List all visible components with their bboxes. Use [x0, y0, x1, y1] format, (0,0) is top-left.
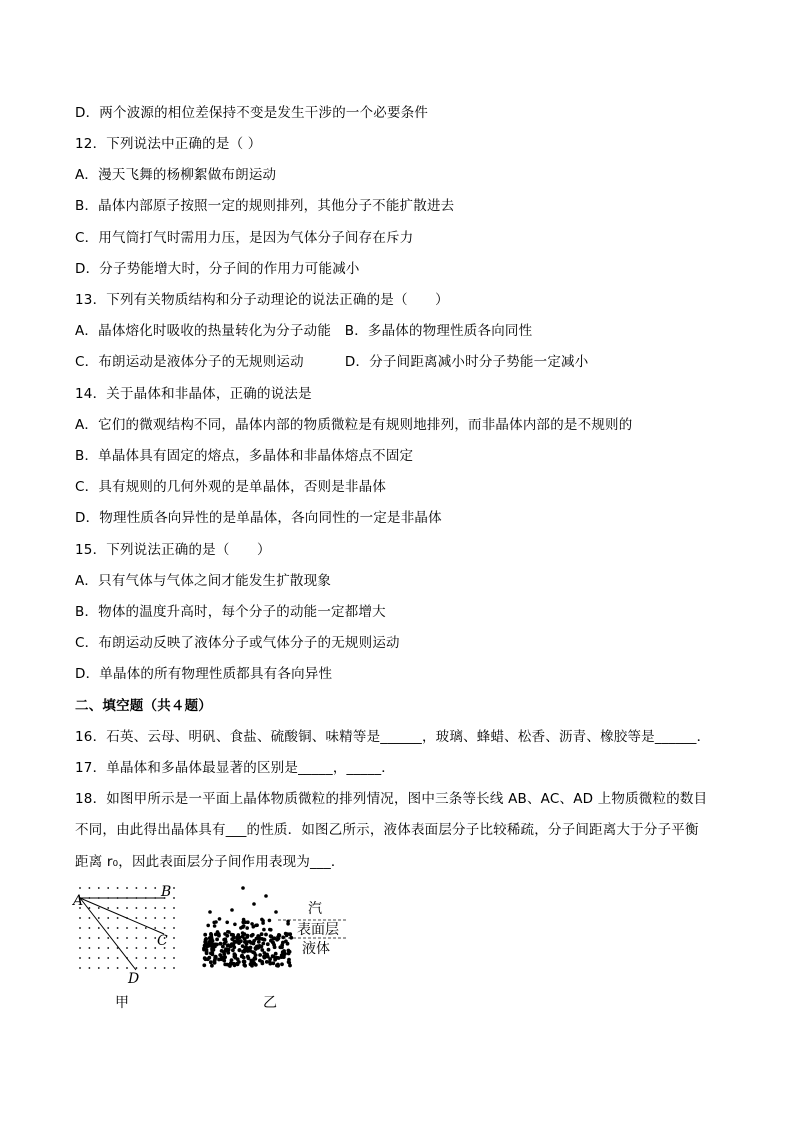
q14-stem: 14．关于晶体和非晶体，正确的说法是	[75, 386, 312, 402]
molecule-dot	[273, 936, 277, 940]
molecule-dot	[245, 926, 249, 930]
molecule-dot	[240, 955, 244, 959]
q12-option-c: C．用气筒打气时需用力压，是因为气体分子间存在斥力	[75, 230, 414, 246]
molecule-dot	[282, 955, 286, 959]
lattice-dot	[79, 957, 81, 959]
molecule-dot	[258, 945, 262, 949]
lattice-dot	[145, 937, 147, 939]
molecule-dot	[237, 960, 241, 964]
lattice-dot	[79, 947, 81, 949]
lattice-dot	[89, 887, 91, 889]
molecule-dot	[232, 936, 236, 940]
molecule-dot	[214, 933, 218, 937]
lattice-dot	[98, 967, 100, 969]
molecule-dot	[233, 923, 237, 927]
lattice-dot	[154, 957, 156, 959]
molecule-dot	[261, 942, 265, 946]
line-ac	[80, 898, 164, 934]
q12-option-d: D．分子势能增大时，分子间的作用力可能减小	[75, 261, 360, 277]
molecule-dot	[281, 936, 285, 940]
molecule-dot	[288, 964, 292, 968]
point-label-b: B	[161, 884, 172, 900]
lattice-dot	[136, 887, 138, 889]
lattice-dot	[117, 917, 119, 919]
lattice-dot	[98, 947, 100, 949]
lattice-dot	[89, 917, 91, 919]
molecule-dot	[255, 923, 259, 927]
q15-option-b: B．物体的温度升高时，每个分子的动能一定都增大	[75, 604, 386, 620]
q14-option-a: A．它们的微观结构不同，晶体内部的物质微粒是有规则地排列，而非晶体内部的是不规则的	[75, 417, 633, 433]
lattice-dot	[107, 887, 109, 889]
label-surface-layer: 表面层	[297, 922, 339, 938]
lattice-dot	[107, 947, 109, 949]
molecule-dot	[268, 928, 272, 932]
molecule-dot	[223, 955, 227, 959]
molecule-dot	[230, 942, 234, 946]
q14-option-c: C．具有规则的几何外观的是单晶体，否则是非晶体	[75, 479, 387, 495]
lattice-dot	[107, 907, 109, 909]
molecule-dot	[219, 942, 223, 946]
molecule-dot	[286, 922, 290, 926]
molecule-dot	[224, 948, 228, 952]
figure-jia-caption: 甲	[115, 995, 129, 1011]
figure-yi-caption: 乙	[263, 995, 277, 1011]
molecule-dot	[230, 962, 234, 966]
molecule-dot	[231, 948, 235, 952]
molecule-dot	[274, 952, 278, 956]
molecule-dot	[268, 919, 272, 923]
lattice-dot	[117, 927, 119, 929]
q12-option-a: A．漫天飞舞的杨柳絮做布朗运动	[75, 167, 277, 183]
molecule-dot	[219, 957, 223, 961]
lattice-dot	[107, 957, 109, 959]
molecule-dot	[225, 921, 229, 925]
figure-jia-lattice	[70, 882, 182, 987]
molecule-dot	[206, 924, 210, 928]
lattice-dot	[89, 937, 91, 939]
q13-options-ab: A．晶体熔化时吸收的热量转化为分子动能 B．多晶体的物理性质各向同性	[75, 323, 533, 339]
lattice-dot	[173, 927, 175, 929]
lattice-dot	[164, 927, 166, 929]
lattice-dot	[107, 967, 109, 969]
lattice-dot	[145, 907, 147, 909]
molecule-dot	[211, 939, 215, 943]
molecule-dot	[226, 930, 230, 934]
molecule-dot	[245, 935, 249, 939]
molecule-dot	[266, 942, 270, 946]
figure-yi-liquid	[196, 882, 346, 972]
molecule-dot	[243, 940, 247, 944]
lattice-dot	[89, 957, 91, 959]
molecule-dot	[263, 938, 267, 942]
lattice-dot	[173, 937, 175, 939]
q11-option-d: D．两个波源的相位差保持不变是发生干涉的一个必要条件	[75, 105, 429, 121]
point-label-c: C	[157, 933, 168, 949]
molecule-dot	[258, 937, 262, 941]
molecule-dot	[248, 940, 252, 944]
molecule-dot	[213, 924, 217, 928]
lattice-dot	[154, 967, 156, 969]
q18-stem-line2: 不同，由此得出晶体具有___的性质．如图乙所示，液体表面层分子比较稀疏，分子间距离大于分子平衡	[75, 822, 699, 838]
lattice-dot	[107, 937, 109, 939]
q12-stem: 12．下列说法中正确的是（ ）	[75, 136, 262, 152]
lattice-dot	[79, 887, 81, 889]
q14-option-d: D．物理性质各向异性的是单晶体，各向同性的一定是非晶体	[75, 510, 442, 526]
lattice-dot	[126, 927, 128, 929]
molecule-dot	[243, 964, 247, 968]
q13-stem: 13．下列有关物质结构和分子动理论的说法正确的是（ ）	[75, 292, 449, 308]
lattice-dot	[117, 907, 119, 909]
lattice-dot	[98, 927, 100, 929]
lattice-dot	[98, 957, 100, 959]
molecule-dot	[214, 920, 218, 924]
lattice-dot	[164, 917, 166, 919]
label-vapor: 汽	[308, 901, 322, 917]
lattice-dot	[173, 957, 175, 959]
lattice-dot	[136, 967, 138, 969]
molecule-dot	[261, 962, 265, 966]
molecule-dot	[249, 962, 253, 966]
q17-stem: 17．单晶体和多晶体最显著的区别是_____，_____．	[75, 760, 395, 776]
molecule-dot	[206, 957, 210, 961]
molecule-dot	[225, 934, 229, 938]
molecule-dot	[282, 949, 286, 953]
molecule-dot	[276, 963, 280, 967]
label-liquid: 液体	[302, 941, 330, 957]
molecule-dot	[258, 959, 262, 963]
molecule-dot	[274, 910, 278, 914]
q15-option-a: A．只有气体与气体之间才能发生扩散现象	[75, 573, 332, 589]
lattice-dot	[136, 927, 138, 929]
molecule-dot	[265, 960, 269, 964]
lattice-dot	[117, 967, 119, 969]
molecule-dot	[260, 932, 264, 936]
lattice-dot	[145, 887, 147, 889]
molecule-dot	[262, 928, 266, 932]
q14-option-b: B．单晶体具有固定的熔点，多晶体和非晶体熔点不固定	[75, 448, 414, 464]
lattice-dot	[126, 947, 128, 949]
molecule-dot	[250, 922, 254, 926]
molecule-dot	[223, 937, 227, 941]
molecule-dot	[271, 941, 275, 945]
lattice-dot	[154, 887, 156, 889]
lattice-dot	[126, 937, 128, 939]
lattice-dot	[98, 887, 100, 889]
molecule-dot	[233, 953, 237, 957]
molecule-dot	[243, 946, 247, 950]
lattice-dot	[89, 947, 91, 949]
molecule-dot	[250, 934, 254, 938]
lattice-dot	[154, 927, 156, 929]
molecule-dot	[252, 902, 256, 906]
molecule-dot	[264, 894, 268, 898]
section-heading-fill-blank: 二、填空题（共４题）	[75, 698, 212, 714]
lattice-dot	[126, 887, 128, 889]
molecule-dot	[202, 963, 206, 967]
q12-option-b: B．晶体内部原子按照一定的规则排列，其他分子不能扩散进去	[75, 198, 455, 214]
molecule-dot	[267, 948, 271, 952]
molecule-dot	[215, 938, 219, 942]
molecule-dot	[230, 958, 234, 962]
molecule-dot	[286, 942, 290, 946]
lattice-dot	[126, 967, 128, 969]
q16-stem: 16．石英、云母、明矾、食盐、硫酸铜、味精等是______，玻璃、蜂蜡、松香、沥青、橡胶等是______．	[75, 729, 711, 745]
molecule-dots	[202, 886, 293, 968]
molecule-dot	[258, 953, 262, 957]
molecule-dot	[209, 960, 213, 964]
q18-stem-line1: 18．如图甲所示是一平面上晶体物质微粒的排列情况，图中三条等长线 AB、AC、AD 上物质微粒的数目	[75, 791, 708, 807]
lattice-dot	[173, 897, 175, 899]
molecule-dot	[278, 945, 282, 949]
molecule-dot	[242, 918, 246, 922]
lattice-dot	[89, 967, 91, 969]
molecule-dot	[253, 956, 257, 960]
lattice-dot	[154, 907, 156, 909]
lattice-dot	[117, 937, 119, 939]
lattice-dot	[154, 937, 156, 939]
molecule-dot	[238, 948, 242, 952]
molecule-dot	[241, 950, 245, 954]
lattice-dot	[107, 927, 109, 929]
lattice-dot	[107, 917, 109, 919]
molecule-dot	[234, 940, 238, 944]
q15-option-c: C．布朗运动反映了液体分子或气体分子的无规则运动	[75, 635, 400, 651]
lattice-dot	[79, 917, 81, 919]
molecule-dot	[213, 959, 217, 963]
lattice-dot	[98, 907, 100, 909]
q15-stem: 15．下列说法正确的是（ ）	[75, 542, 271, 558]
lattice-dot	[164, 957, 166, 959]
molecule-dot	[261, 921, 265, 925]
lattice-dot	[126, 907, 128, 909]
lattice-dot	[173, 907, 175, 909]
molecule-dot	[263, 951, 267, 955]
lattice-dot	[173, 917, 175, 919]
lattice-dot	[145, 957, 147, 959]
lattice-dot	[145, 917, 147, 919]
molecule-dot	[205, 950, 209, 954]
lattice-dot	[145, 967, 147, 969]
molecule-dot	[242, 924, 246, 928]
lattice-dot	[136, 917, 138, 919]
molecule-dot	[218, 917, 222, 921]
molecule-dot	[243, 932, 247, 936]
molecule-dot	[266, 955, 270, 959]
molecule-dot	[210, 964, 214, 968]
lattice-dot	[136, 957, 138, 959]
molecule-dot	[208, 910, 212, 914]
lattice-dot	[98, 917, 100, 919]
lattice-dot	[117, 887, 119, 889]
lattice-dot	[173, 967, 175, 969]
molecule-dot	[223, 963, 227, 967]
molecule-dot	[211, 953, 215, 957]
lattice-dot	[136, 907, 138, 909]
lattice-dot	[79, 937, 81, 939]
lattice-dot	[154, 917, 156, 919]
molecule-dot	[241, 886, 245, 890]
molecule-dot	[288, 932, 292, 936]
q13-options-cd: C．布朗运动是液体分子的无规则运动 D．分子间距离减小时分子势能一定减小	[75, 354, 589, 370]
lattice-dot	[145, 947, 147, 949]
lattice-dot	[117, 957, 119, 959]
lattice-dot	[145, 927, 147, 929]
point-label-a: A	[73, 893, 84, 909]
lattice-dot	[79, 967, 81, 969]
molecule-dot	[287, 952, 291, 956]
q18-stem-line3: 距离 r₀，因此表面层分子间作用表现为___．	[75, 854, 345, 870]
lattice-dot	[98, 937, 100, 939]
molecule-dot	[264, 933, 268, 937]
lattice-dot	[164, 907, 166, 909]
molecule-dot	[204, 938, 208, 942]
lattice-dot	[89, 927, 91, 929]
molecule-dot	[203, 933, 207, 937]
molecule-dot	[253, 951, 257, 955]
lattice-dot	[79, 927, 81, 929]
molecule-dot	[280, 962, 284, 966]
molecule-dot	[257, 940, 261, 944]
lattice-dot	[164, 967, 166, 969]
molecule-dot	[230, 908, 234, 912]
lattice-dot	[154, 947, 156, 949]
molecule-dot	[214, 955, 218, 959]
molecule-dot	[243, 960, 247, 964]
molecule-dot	[273, 958, 277, 962]
point-label-d: D	[128, 971, 140, 987]
lattice-dot	[173, 947, 175, 949]
lattice-dot	[136, 947, 138, 949]
molecule-dot	[252, 942, 256, 946]
molecule-dot	[247, 956, 251, 960]
molecule-dot	[208, 936, 212, 940]
lattice-dot	[173, 887, 175, 889]
q15-option-d: D．单晶体的所有物理性质都具有各向异性	[75, 666, 333, 682]
lattice-dot	[136, 937, 138, 939]
molecule-dot	[214, 943, 218, 947]
